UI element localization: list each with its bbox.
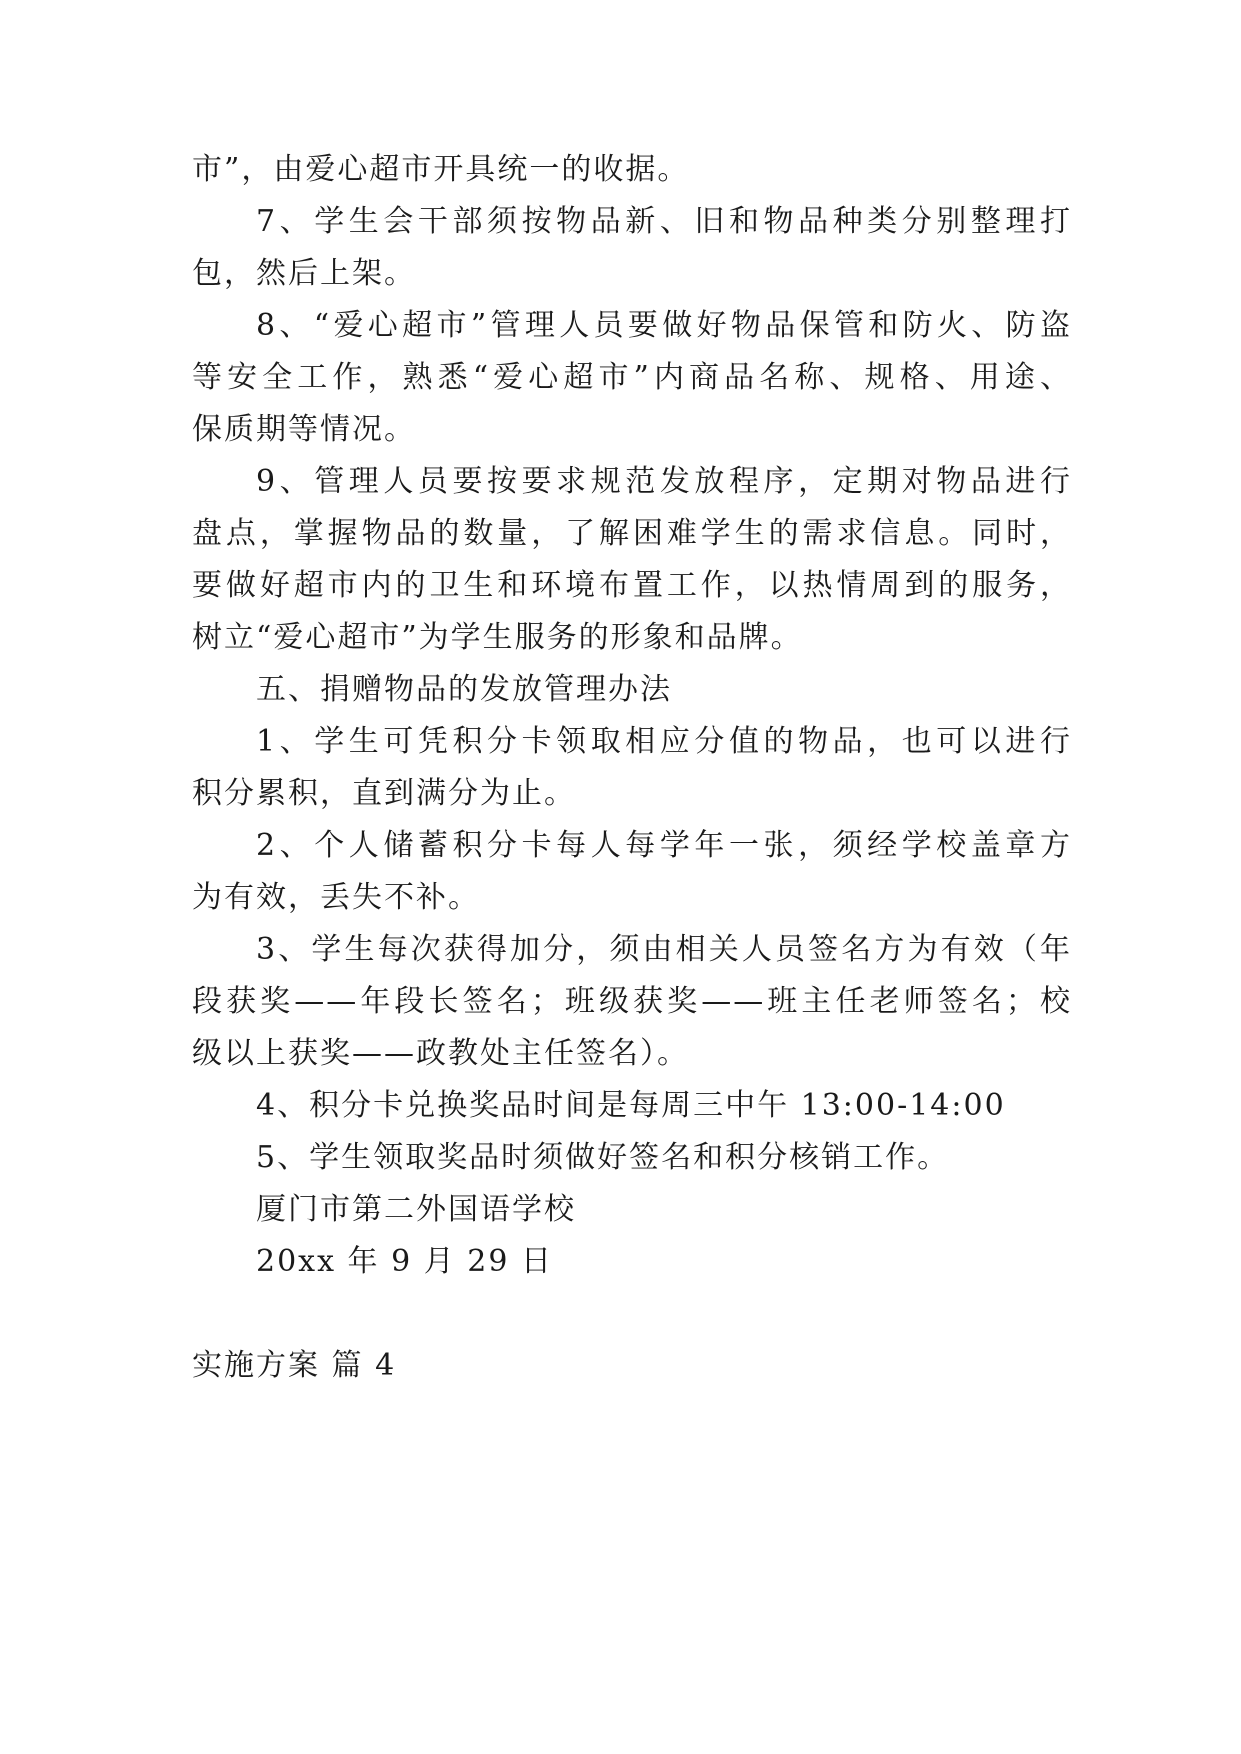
paragraph-line: 要做好超市内的卫生和环境布置工作，以热情周到的服务， — [192, 568, 1072, 603]
paragraph-line: 为有效，丢失不补。 — [192, 880, 480, 915]
paragraph-line: 9、管理人员要按要求规范发放程序，定期对物品进行 — [256, 464, 1072, 499]
paragraph-line: 级以上获奖——政教处主任签名）。 — [192, 1036, 689, 1071]
paragraph-line: 4、积分卡兑换奖品时间是每周三中午 13:00-14:00 — [256, 1088, 1006, 1123]
paragraph-line: 段获奖——年段长签名；班级获奖——班主任老师签名；校 — [192, 984, 1072, 1019]
paragraph-line: 8、“爱心超市”管理人员要做好物品保管和防火、防盗 — [256, 308, 1072, 343]
section-title: 实施方案 篇 4 — [192, 1348, 397, 1383]
paragraph-line: 3、学生每次获得加分，须由相关人员签名方为有效（年 — [256, 932, 1072, 967]
paragraph-line: 2、个人储蓄积分卡每人每学年一张，须经学校盖章方 — [256, 828, 1072, 863]
paragraph-line: 保质期等情况。 — [192, 412, 416, 447]
signature-date: 20xx 年 9 月 29 日 — [256, 1244, 553, 1279]
paragraph-line: 市”，由爱心超市开具统一的收据。 — [192, 152, 690, 187]
paragraph-line: 等安全工作，熟悉“爱心超市”内商品名称、规格、用途、 — [192, 360, 1072, 395]
paragraph-line: 树立“爱心超市”为学生服务的形象和品牌。 — [192, 620, 803, 655]
paragraph-line: 5、学生领取奖品时须做好签名和积分核销工作。 — [256, 1140, 950, 1175]
paragraph-line: 1、学生可凭积分卡领取相应分值的物品，也可以进行 — [256, 724, 1072, 759]
paragraph-line: 盘点，掌握物品的数量，了解困难学生的需求信息。同时， — [192, 516, 1072, 551]
paragraph-line: 7、学生会干部须按物品新、旧和物品种类分别整理打 — [256, 204, 1072, 239]
paragraph-line: 积分累积，直到满分为止。 — [192, 776, 576, 811]
signature-organization: 厦门市第二外国语学校 — [256, 1192, 576, 1227]
paragraph-line: 包，然后上架。 — [192, 256, 416, 291]
section-heading: 五、捐赠物品的发放管理办法 — [256, 672, 672, 707]
